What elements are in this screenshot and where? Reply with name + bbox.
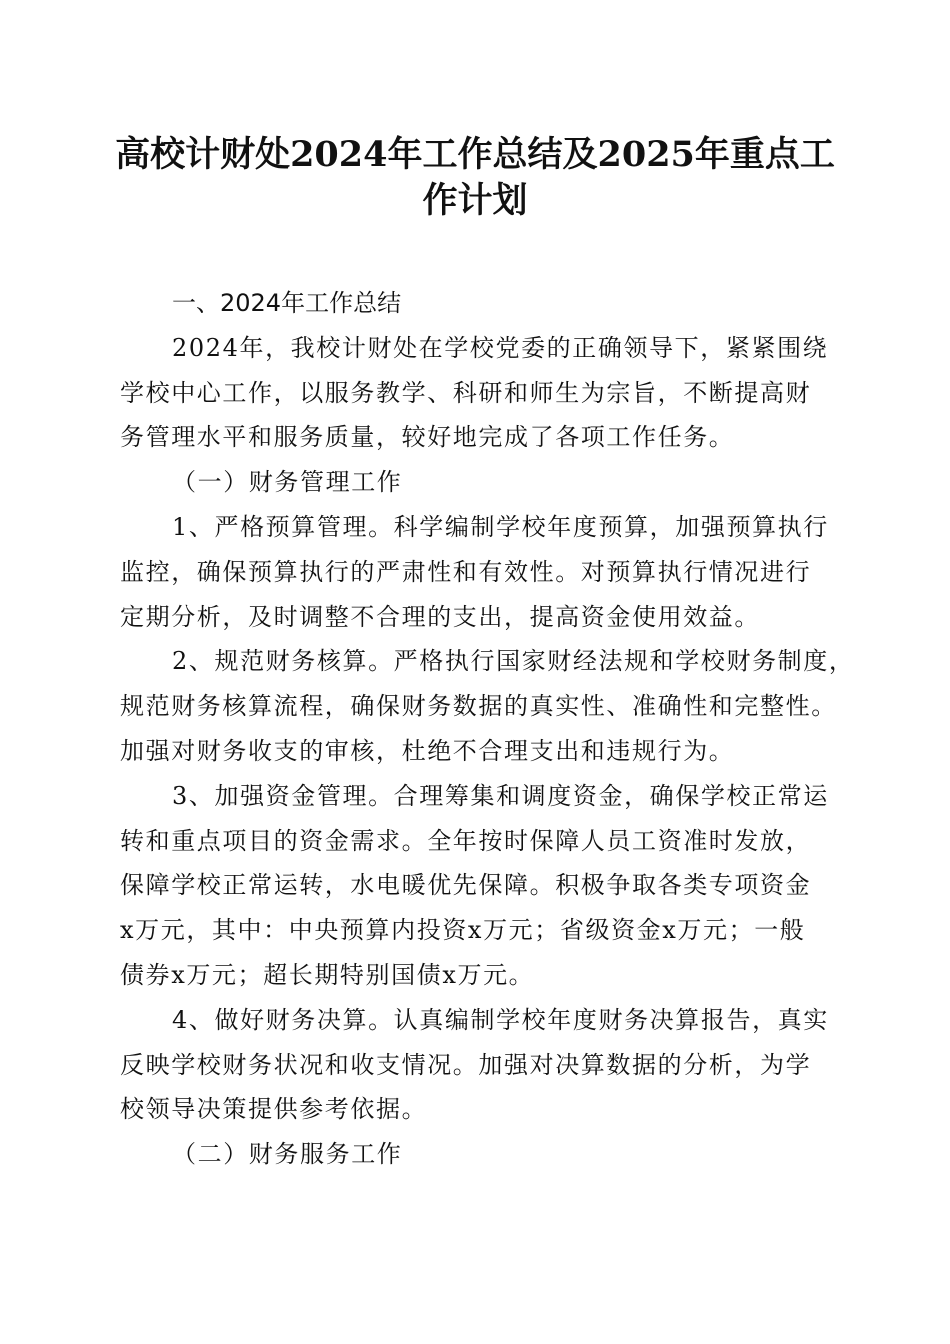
- paragraph-line: 学校中心工作，以服务教学、科研和师生为宗旨，不断提高财: [120, 378, 812, 407]
- paragraph-line: 债券x万元；超长期特别国债x万元。: [120, 960, 535, 989]
- subsection-heading: （一）财务管理工作: [172, 468, 403, 497]
- paragraph-line: 2、规范财务核算。严格执行国家财经法规和学校财务制度，: [172, 647, 855, 676]
- document-title: [100, 132, 850, 224]
- paragraph-line: 2024年，我校计财处在学校党委的正确领导下，紧紧围绕: [172, 333, 829, 362]
- paragraph-line: 1、严格预算管理。科学编制学校年度预算，加强预算执行: [172, 512, 829, 541]
- section-heading: 一、2024年工作总结: [172, 289, 402, 317]
- paragraph-line: 务管理水平和服务质量，较好地完成了各项工作任务。: [120, 423, 735, 452]
- subsection-heading: （二）财务服务工作: [172, 1140, 403, 1169]
- paragraph-line: 反映学校财务状况和收支情况。加强对决算数据的分析，为学: [120, 1050, 812, 1079]
- paragraph-line: 3、加强资金管理。合理筹集和调度资金，确保学校正常运: [172, 781, 829, 810]
- paragraph-line: 校领导决策提供参考依据。: [120, 1095, 428, 1124]
- paragraph-line: 4、做好财务决算。认真编制学校年度财务决算报告，真实: [172, 1005, 829, 1034]
- paragraph-line: 转和重点项目的资金需求。全年按时保障人员工资准时发放，: [120, 826, 812, 855]
- paragraph-line: x万元，其中：中央预算内投资x万元；省级资金x万元；一般: [120, 916, 806, 945]
- paragraph-line: 监控，确保预算执行的严肃性和有效性。对预算执行情况进行: [120, 557, 812, 586]
- title-line-1: 高校计财处2024年工作总结及2025年重点工: [115, 134, 835, 175]
- title-line-2: 作计划: [422, 180, 528, 221]
- paragraph-line: 规范财务核算流程，确保财务数据的真实性、准确性和完整性。: [120, 692, 837, 721]
- paragraph-line: 加强对财务收支的审核，杜绝不合理支出和违规行为。: [120, 736, 735, 765]
- paragraph-line: 定期分析，及时调整不合理的支出，提高资金使用效益。: [120, 602, 760, 631]
- document-body: [120, 281, 855, 1177]
- paragraph-line: 保障学校正常运转，水电暖优先保障。积极争取各类专项资金: [120, 871, 812, 900]
